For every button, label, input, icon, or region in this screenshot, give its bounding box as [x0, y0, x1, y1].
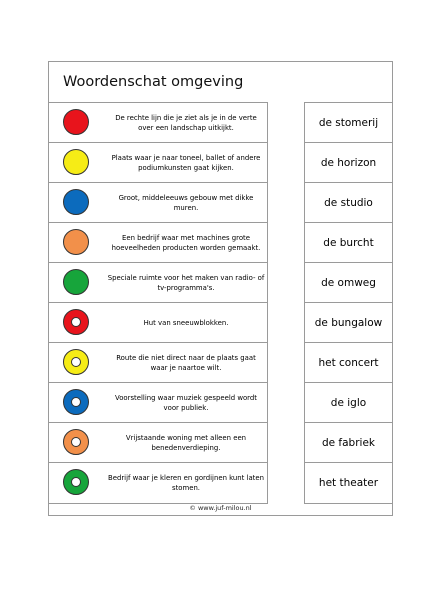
copyright-footer: © www.juf-milou.nl [189, 504, 252, 512]
color-ring-icon [63, 389, 89, 415]
word-cell: het concert [305, 343, 392, 383]
word-cell: het theater [318, 477, 379, 489]
word-cell: de bungalow [305, 303, 392, 343]
color-ring-icon [63, 349, 89, 375]
description-text: Route die niet direct naar de plaats gaat waar je naartoe wilt. [116, 353, 256, 372]
description-text: Een bedrijf waar met machines grote hoeveelheden producten worden gemaakt. [111, 233, 261, 252]
color-dot-icon [63, 149, 89, 175]
description-row [49, 263, 267, 303]
description-row [49, 183, 267, 223]
description-row [49, 143, 267, 183]
description-text: Voorstelling waar muziek gespeeld wordt voor publiek. [115, 393, 257, 412]
description-row [49, 383, 267, 423]
description-row [49, 463, 267, 503]
word-cell: de iglo [305, 383, 392, 423]
description-text: Speciale ruimte voor het maken van radio- of tv-programma's. [107, 273, 265, 292]
word-cell: de stomerij [305, 103, 392, 143]
description-row [49, 103, 267, 143]
word-cell: de studio [305, 183, 392, 223]
color-ring-icon [63, 469, 89, 495]
color-dot-icon [63, 189, 89, 215]
word-cell: de burcht [305, 223, 392, 263]
worksheet [48, 61, 393, 516]
description-text: De rechte lijn die je ziet als je in de verte over een landschap uitkijkt. [115, 113, 257, 132]
color-dot-icon [63, 109, 89, 135]
word-cell: de horizon [305, 143, 392, 183]
description-row [49, 303, 267, 343]
color-ring-icon [63, 309, 89, 335]
description-text: Groot, middeleeuws gebouw met dikke muren. [118, 193, 254, 212]
worksheet-title: Woordenschat omgeving [63, 74, 244, 90]
description-row [49, 343, 267, 383]
word-cell: de omweg [305, 263, 392, 303]
ring-hole [71, 397, 81, 407]
description-text: Bedrijf waar je kleren en gordijnen kunt laten stomen. [107, 473, 264, 492]
ring-hole [71, 437, 81, 447]
description-row [49, 223, 267, 263]
description-text: Plaats waar je naar toneel, ballet of andere podiumkunsten gaat kijken. [111, 153, 261, 172]
color-ring-icon [63, 429, 89, 455]
ring-hole [71, 477, 81, 487]
color-dot-icon [63, 269, 89, 295]
word-cell: de fabriek [305, 423, 392, 463]
descriptions-column [48, 102, 268, 504]
ring-hole [71, 317, 81, 327]
description-row [49, 423, 267, 463]
words-column [304, 102, 393, 504]
color-dot-icon [63, 229, 89, 255]
description-text: Hut van sneeuwblokken. [143, 318, 229, 327]
description-text: Vrijstaande woning met alleen een benedenverdieping. [125, 433, 247, 452]
ring-hole [71, 357, 81, 367]
